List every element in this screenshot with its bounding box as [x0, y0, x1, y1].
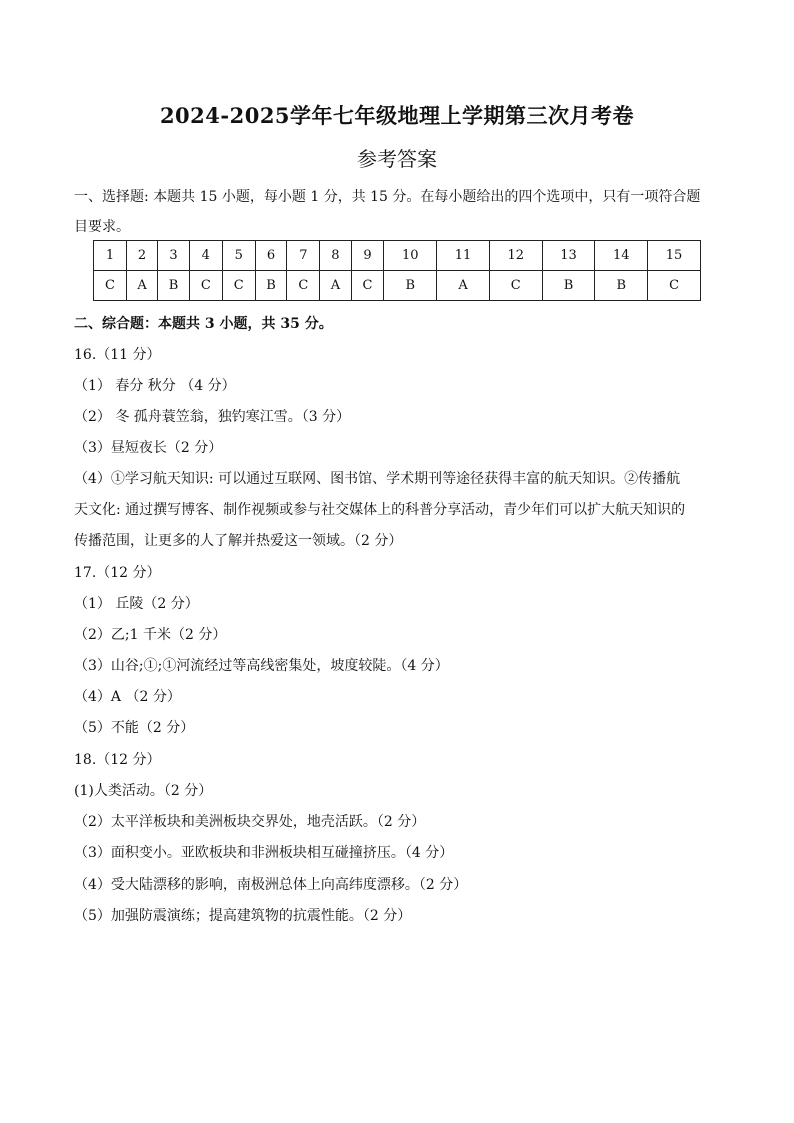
page-title: 2024-2025学年七年级地理上学期第三次月考卷	[159, 103, 635, 128]
q16-answer-4-cont: 天文化: 通过撰写博客、制作视频或参与社交媒体上的科普分享活动，青少年们可以扩大航天知识的	[74, 502, 686, 518]
table-cell: 5	[222, 241, 255, 271]
table-cell: 11	[437, 241, 490, 271]
table-row-numbers	[94, 241, 701, 271]
table-cell: B	[158, 271, 190, 301]
table-cell: 12	[489, 241, 542, 271]
q17-heading: 17.（12 分）	[74, 565, 161, 581]
table-cell: 7	[287, 241, 320, 271]
table-cell: 14	[595, 241, 648, 271]
q18-answer-1: (1)人类活动。（2 分）	[74, 783, 213, 799]
table-cell: 6	[255, 241, 287, 271]
table-row-answers	[94, 271, 701, 301]
table-cell: B	[384, 271, 437, 301]
table-cell: A	[126, 271, 157, 301]
q18-answer-5: （5）加强防震演练；提高建筑物的抗震性能。（2 分）	[74, 908, 412, 924]
answer-table	[93, 240, 701, 301]
table-cell: C	[287, 271, 320, 301]
table-cell: 4	[189, 241, 222, 271]
q17-answer-2: （2）乙;1 千米（2 分）	[74, 627, 227, 643]
page-subtitle: 参考答案	[357, 147, 437, 171]
table-cell: 10	[384, 241, 437, 271]
table-cell: C	[489, 271, 542, 301]
table-cell: 13	[542, 241, 595, 271]
q16-answer-3: （3）昼短夜长（2 分）	[74, 440, 223, 456]
q18-answer-2: （2）太平洋板块和美洲板块交界处，地壳活跃。（2 分）	[74, 814, 426, 830]
table-cell: B	[595, 271, 648, 301]
q17-answer-3: （3）山谷;①;①河流经过等高线密集处，坡度较陡。（4 分）	[74, 658, 449, 674]
table-cell: B	[542, 271, 595, 301]
table-cell: 8	[320, 241, 351, 271]
q17-answer-5: （5）不能（2 分）	[74, 720, 195, 736]
q16-answer-4: （4）①学习航天知识: 可以通过互联网、图书馆、学术期刊等途径获得丰富的航天知识。②传播航	[74, 471, 681, 487]
table-cell: 1	[94, 241, 127, 271]
q16-answer-2: （2） 冬 孤舟蓑笠翁，独钓寒江雪。（3 分）	[74, 409, 351, 425]
q16-answer-1: （1） 春分 秋分 （4 分）	[74, 378, 236, 394]
q16-heading: 16.（11 分）	[74, 347, 161, 363]
table-cell: C	[222, 271, 255, 301]
table-cell: C	[94, 271, 127, 301]
q18-answer-3: （3）面积变小。亚欧板块和非洲板块相互碰撞挤压。（4 分）	[74, 845, 454, 861]
q18-answer-4: （4）受大陆漂移的影响，南极洲总体上向高纬度漂移。（2 分）	[74, 877, 468, 893]
section1-intro: 一、选择题: 本题共 15 小题，每小题 1 分，共 15 分。在每小题给出的四个选项中，只有一项符合题	[74, 189, 701, 205]
section1-intro-cont: 目要求。	[74, 219, 130, 235]
table-cell: A	[437, 271, 490, 301]
table-cell: C	[189, 271, 222, 301]
table-cell: B	[255, 271, 287, 301]
q18-heading: 18.（12 分）	[74, 752, 161, 768]
q17-answer-4: （4）A （2 分）	[74, 689, 181, 705]
table-cell: 9	[351, 241, 384, 271]
table-cell: C	[351, 271, 384, 301]
table-cell: 3	[158, 241, 190, 271]
table-cell: C	[648, 271, 701, 301]
q16-answer-4-end: 传播范围，让更多的人了解并热爱这一领域。（2 分）	[74, 533, 403, 549]
table-cell: 15	[648, 241, 701, 271]
table-cell: 2	[126, 241, 157, 271]
table-cell: A	[320, 271, 351, 301]
section2-intro: 二、综合题：本题共 3 小题，共 35 分。	[74, 316, 333, 332]
q17-answer-1: （1） 丘陵（2 分）	[74, 596, 199, 612]
